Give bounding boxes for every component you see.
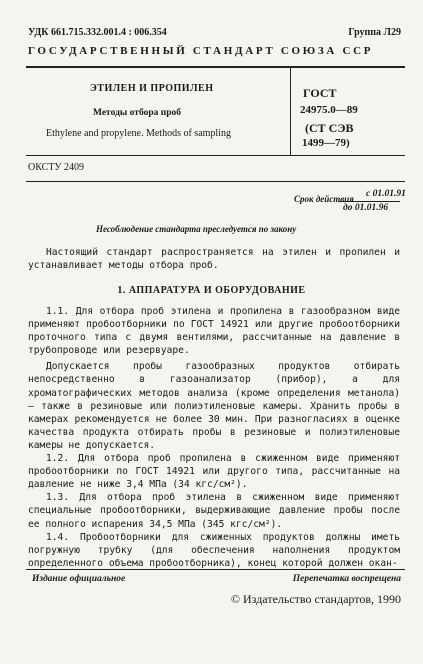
validity-from: с 01.01.91 — [366, 189, 406, 199]
paragraph: 1.4. Пробоотборники для сжиженных продуктов должны иметь погружную трубку (для обеспечения наполнения продуктом определенного объема пробоотборника), конец которой должен окан- — [28, 531, 400, 569]
title-divider — [290, 66, 291, 155]
section-body — [28, 305, 400, 570]
paragraph: 1.3. Для отбора проб этилена в сжиженном виде применяют специальные пробоотборники, выдерживающие давление пробы после ее полного испарения 34,5 МПа (345 кгс/см²). — [28, 492, 400, 530]
gov-standard-heading: ГОСУДАРСТВЕННЫЙ СТАНДАРТ СОЮЗА ССР — [28, 45, 374, 57]
validity-divider — [338, 201, 400, 202]
validity-label: Срок действия — [294, 194, 354, 204]
gost-number: 24975.0—89 — [300, 104, 358, 116]
gost-label: ГОСТ — [303, 86, 337, 100]
validity-to: до 01.01.96 — [343, 203, 389, 213]
st-sev-line-1: (СТ СЭВ — [305, 121, 354, 135]
intro-block — [28, 246, 400, 272]
copyright: © Издательство стандартов, 1990 — [230, 592, 401, 606]
group-code: Группа Л29 — [348, 27, 401, 38]
title-en: Ethylene and propylene. Methods of sampling — [46, 128, 231, 139]
st-sev-line-2: 1499—79) — [302, 137, 350, 149]
title-ru: ЭТИЛЕН И ПРОПИЛЕН — [90, 83, 214, 94]
subtitle-ru: Методы отбора проб — [93, 108, 182, 118]
rule-after-title — [26, 155, 405, 156]
paragraph: 1.2. Для отбора проб пропилена в сжиженном виде применяют пробоотборники по ГОСТ 14921 или другого типа, рассчитанные на давление не ниже 3,4 МПа (34 кгс/см²). — [28, 453, 400, 491]
legal-notice: Несоблюдение стандарта преследуется по закону — [96, 224, 297, 234]
official-edition: Издание официальное — [32, 574, 126, 584]
paragraph: Допускается пробы газообразных продуктов отбирать непосредственно в газоанализатор (прибор), а для хроматографических методов анализа (кроме определения метанола) — также в резиновые или полиэтиленовые камеры. Хранить пробы в камерах рекомендуется не более 30 мин. При разногласиях в оценке качества продукта отбирать пробы в резиновые и полиэтиленовые камеры не допускается. — [28, 361, 400, 451]
footer-rule — [26, 569, 405, 570]
section-title: 1. АППАРАТУРА И ОБОРУДОВАНИЕ — [117, 285, 306, 296]
udk-code: УДК 661.715.332.001.4 : 006.354 — [28, 27, 167, 38]
top-rule — [26, 66, 405, 68]
intro-paragraph: Настоящий стандарт распространяется на этилен и пропилен и устанавливает методы отбора проб. — [28, 247, 400, 272]
reprint-prohibited: Перепечатка воспрещена — [292, 574, 401, 584]
paragraph: 1.1. Для отбора проб этилена и пропилена в газообразном виде применяют пробоотборники по ГОСТ 14921 или другие пробоотборники проточного типа с двумя вентилями, рассчитанные на давление в трубопроводе или резервуаре. — [28, 306, 400, 357]
rule-after-okstu — [26, 181, 405, 182]
okstu-code: ОКСТУ 2409 — [28, 162, 85, 173]
